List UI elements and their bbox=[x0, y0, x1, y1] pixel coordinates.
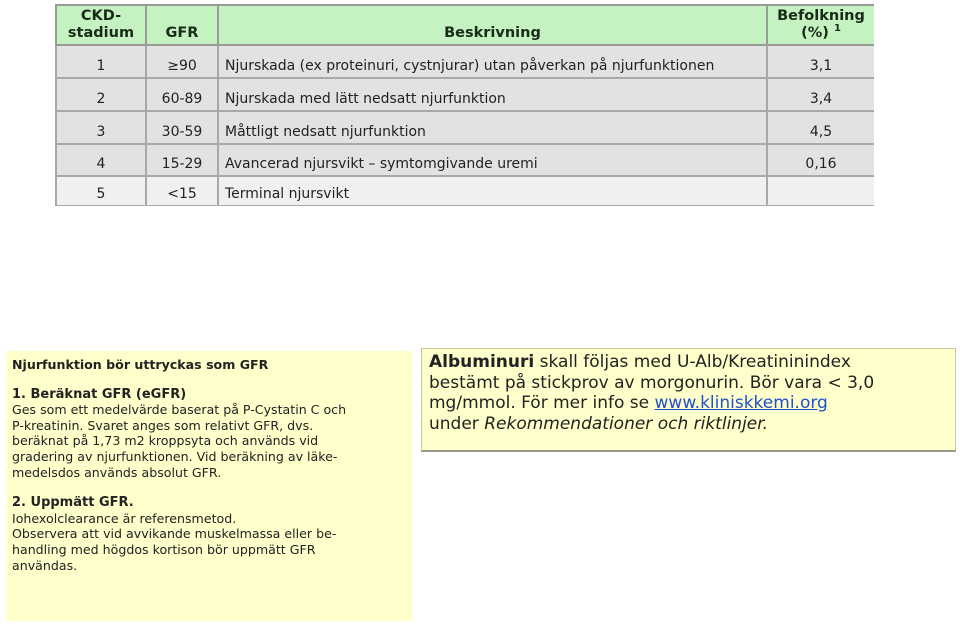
section1-heading: 1. Beräknat GFR (eGFR) bbox=[12, 386, 187, 402]
cell-population: 3,1 bbox=[767, 45, 874, 78]
section1-line: medelsdos används absolut GFR. bbox=[12, 464, 222, 480]
table-row bbox=[56, 111, 874, 144]
cell-gfr: 15-29 bbox=[146, 144, 218, 176]
albuminuri-info-box bbox=[421, 348, 956, 452]
cell-gfr: 60-89 bbox=[146, 78, 218, 111]
header-population-line1: Befolkning bbox=[777, 8, 865, 24]
header-ckd-stage bbox=[56, 5, 146, 45]
cell-description: Terminal njursvikt bbox=[218, 176, 767, 206]
header-gfr: GFR bbox=[146, 5, 218, 45]
cell-population: 0,16 bbox=[767, 144, 874, 176]
table-row bbox=[56, 78, 874, 111]
cell-stage: 5 bbox=[56, 176, 146, 206]
section1-line: gradering av njurfunktionen. Vid beräkning av läke- bbox=[12, 448, 338, 464]
cell-description: Njurskada (ex proteinuri, cystnjurar) utan påverkan på njurfunktionen bbox=[218, 45, 767, 78]
cell-stage: 3 bbox=[56, 111, 146, 144]
cell-stage: 2 bbox=[56, 78, 146, 111]
section1-line: P-kreatinin. Svaret anges som relativt GFR, dvs. bbox=[12, 417, 314, 433]
header-stage-line2: stadium bbox=[67, 25, 135, 41]
table-row bbox=[56, 144, 874, 176]
footnote-marker: 1 bbox=[833, 23, 841, 35]
cell-gfr: ≥90 bbox=[146, 45, 218, 78]
cell-population bbox=[767, 176, 874, 206]
cell-description: Njurskada med lätt nedsatt njurfunktion bbox=[218, 78, 767, 111]
cell-population: 3,4 bbox=[767, 78, 874, 111]
header-population-line2: (%) $^1$ bbox=[801, 23, 841, 41]
cell-population: 4,5 bbox=[767, 111, 874, 144]
gfr-box-title: Njurfunktion bör uttryckas som GFR bbox=[12, 357, 269, 372]
cell-gfr: <15 bbox=[146, 176, 218, 206]
albuminuri-term: Albuminuri bbox=[429, 352, 535, 372]
cell-gfr: 30-59 bbox=[146, 111, 218, 144]
header-description: Beskrivning bbox=[218, 5, 767, 45]
albumin-line4: under Rekommendationer och riktlinjer. bbox=[429, 413, 769, 434]
table-header-row bbox=[56, 5, 874, 45]
section1-line: Ges som ett medelvärde baserat på P-Cystatin C och bbox=[12, 402, 347, 418]
kliniskkemi-link[interactable]: www.kliniskkemi.org bbox=[654, 393, 828, 413]
section2-line: Iohexolclearance är referensmetod. bbox=[12, 510, 237, 526]
header-stage-line1: CKD- bbox=[80, 8, 122, 24]
table-row bbox=[56, 176, 874, 206]
section2-line: Observera att vid avvikande muskelmassa eller be- bbox=[12, 526, 337, 542]
albumin-line1: Albuminuri skall följas med U-Alb/Kreatininindex bbox=[429, 352, 851, 372]
section2-line: handling med högdos kortison bör uppmätt GFR bbox=[12, 541, 316, 557]
section2-heading: 2. Uppmätt GFR. bbox=[12, 495, 134, 511]
cell-description: Avancerad njursvikt – symtomgivande uremi bbox=[218, 144, 767, 176]
cell-stage: 1 bbox=[56, 45, 146, 78]
albumin-line2: bestämt på stickprov av morgonurin. Bör vara < 3,0 bbox=[429, 372, 875, 393]
recommendations-text: Rekommendationer och riktlinjer. bbox=[484, 413, 769, 434]
ckd-stage-table bbox=[55, 4, 874, 206]
table-row bbox=[56, 45, 874, 78]
cell-stage: 4 bbox=[56, 144, 146, 176]
gfr-info-box bbox=[6, 351, 412, 621]
header-population bbox=[767, 5, 874, 45]
albumin-line3: mg/mmol. För mer info se www.kliniskkemi.org bbox=[429, 393, 828, 413]
section1-line: beräknat på 1,73 m2 kroppsyta och används vid bbox=[12, 433, 319, 449]
cell-description: Måttligt nedsatt njurfunktion bbox=[218, 111, 767, 144]
section2-line: användas. bbox=[12, 557, 78, 573]
